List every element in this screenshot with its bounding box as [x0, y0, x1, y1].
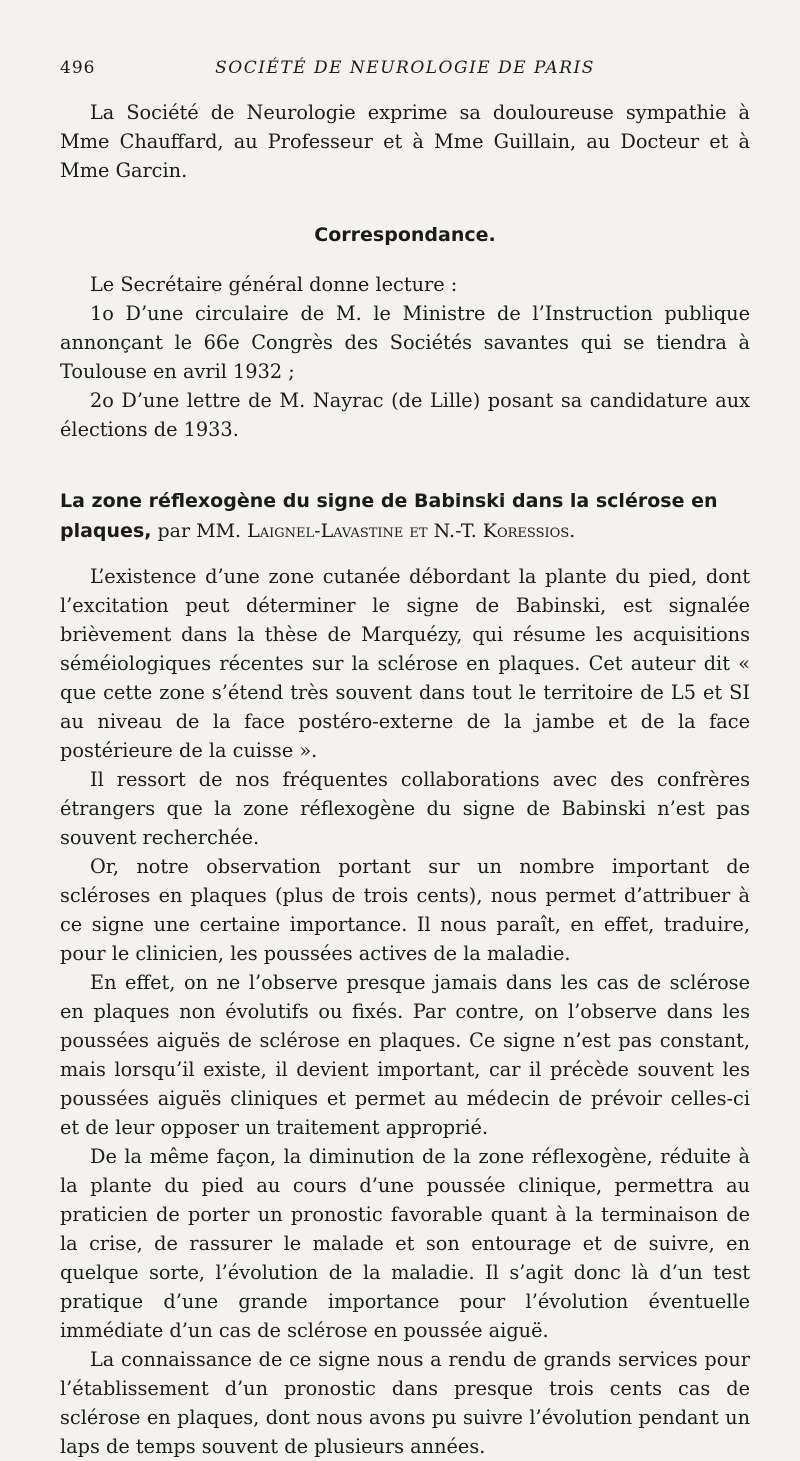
- article-byline-prefix: par MM.: [151, 520, 248, 542]
- correspondance-item-2: 2o D’une lettre de M. Nayrac (de Lille) posant sa candidature aux élections de 1933.: [60, 389, 750, 441]
- article-title-block: [60, 486, 750, 546]
- article-paragraph-2: Il ressort de nos fréquentes collaborations avec des confrères étrangers que la zone réflexogène du signe de Babinski n’est pas souvent recherchée.: [60, 768, 750, 849]
- article-paragraph-3: Or, notre observation portant sur un nombre important de scléroses en plaques (plus de trois cents), nous permet d’attribuer à ce signe une certaine importance. Il nous paraît, en effet, traduire, pour le clinicien, les poussées actives de la maladie.: [60, 855, 750, 965]
- article-title: La zone réflexogène du signe de Babinski dans la sclérose en plaques,: [60, 490, 718, 542]
- correspondance-lead: Le Secrétaire général donne lecture :: [90, 273, 458, 296]
- correspondance-item-1: 1o D’une circulaire de M. le Ministre de l’Instruction publique annonçant le 66e Congrès des Sociétés savantes qui se tiendra à Toulouse en avril 1932 ;: [60, 302, 750, 383]
- intro-paragraph: La Société de Neurologie exprime sa douloureuse sympathie à Mme Chauffard, au Professeur et à Mme Guillain, au Docteur et à Mme Garcin.: [60, 101, 750, 182]
- section-heading-correspondance: Correspondance.: [314, 224, 496, 246]
- article-paragraph-5: De la même façon, la diminution de la zone réflexogène, réduite à la plante du pied au cours d’une poussée clinique, permettra au praticien de porter un pronostic favorable quant à la terminaison de la crise, de rassurer le malade et son entourage et de suivre, en quelque sorte, l’évolution de la maladie. Il s’agit donc là d’un test pratique d’une grande importance pour l’évolution éventuelle immédiate d’un cas de sclérose en poussée aiguë.: [60, 1145, 750, 1342]
- page-number: 496: [60, 58, 96, 78]
- article-paragraph-6: La connaissance de ce signe nous a rendu de grands services pour l’établissement d’un pronostic dans presque trois cents cas de sclérose en plaques, dont nous avons pu suivre l’évolution pendant un laps de temps souvent de plusieurs années.: [60, 1348, 750, 1458]
- page-body: [60, 98, 750, 1461]
- article-authors: Laignel-Lavastine et N.-T. Koressios.: [247, 520, 576, 542]
- article-paragraph-1: L’existence d’une zone cutanée débordant la plante du pied, dont l’excitation peut déterminer le signe de Babinski, est signalée brièvement dans la thèse de Marquézy, qui résume les acquisitions séméiologiques récentes sur la sclérose en plaques. Cet auteur dit « que cette zone s’étend très souvent dans tout le territoire de L5 et SI au niveau de la face postéro-externe de la jambe et de la face postérieure de la cuisse ».: [60, 565, 750, 762]
- running-title: SOCIÉTÉ DE NEUROLOGIE DE PARIS: [215, 58, 595, 78]
- running-header: [60, 50, 750, 80]
- article-paragraph-4: En effet, on ne l’observe presque jamais dans les cas de sclérose en plaques non évolutifs ou fixés. Par contre, on l’observe dans les poussées aiguës de sclérose en plaques. Ce signe n’est pas constant, mais lorsqu’il existe, il devient important, car il précède souvent les poussées aiguës cliniques et permet au médecin de prévoir celles-ci et de leur opposer un traitement approprié.: [60, 971, 750, 1139]
